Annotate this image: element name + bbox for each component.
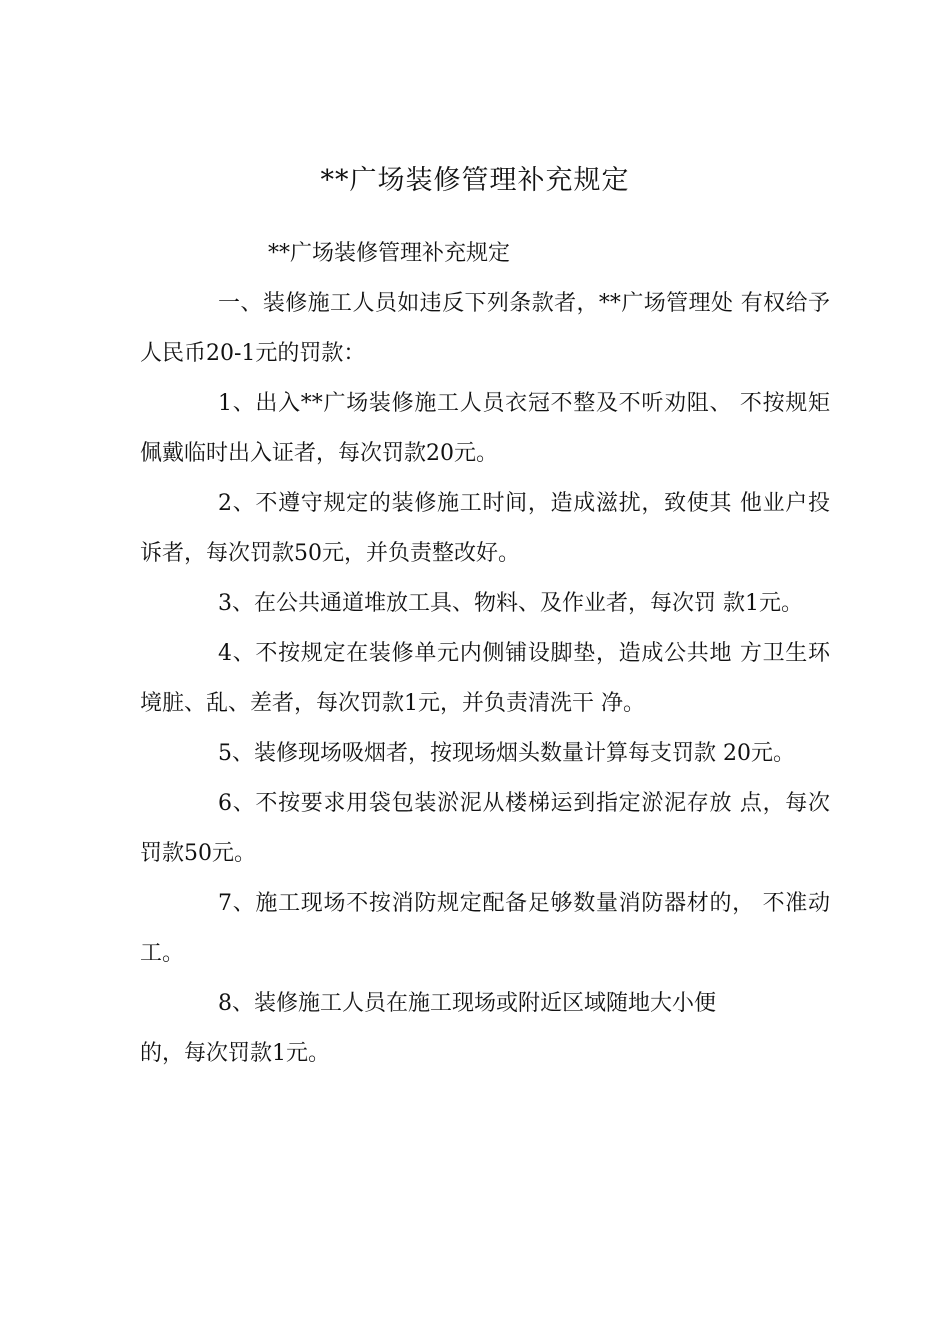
paragraph-item-3: 3、在公共通道堆放工具、物料、及作业者，每次罚 款1元。 [218,591,803,616]
paragraph-item-5: 5、装修现场吸烟者，按现场烟头数量计算每支罚款 20元。 [218,741,795,766]
paragraph-intro: 一、装修施工人员如违反下列条款者，**广场管理处 有权给予人民币20-1元的罚款： [140,291,830,366]
paragraph-item-8-line2: 的，每次罚款1元。 [140,1041,330,1066]
paragraph-item-7: 7、施工现场不按消防规定配备足够数量消防器材的， 不准动工。 [140,891,830,966]
paragraph-item-8-line1: 8、装修施工人员在施工现场或附近区域随地大小便 [218,991,716,1016]
document-body [140,279,830,1079]
document-title: **广场装修管理补充规定 [320,165,630,196]
paragraph-item-4: 4、不按规定在装修单元内侧铺设脚垫，造成公共地 方卫生环境脏、乱、差者，每次罚款1元，并负责清洗干 净。 [140,641,830,716]
paragraph-item-8 [140,979,830,1079]
paragraph-item-1: 1、出入**广场装修施工人员衣冠不整及不听劝阻、 不按规矩佩戴临时出入证者，每次罚款20元。 [140,391,830,466]
document-subtitle: **广场装修管理补充规定 [268,241,511,266]
paragraph-item-2: 2、不遵守规定的装修施工时间，造成滋扰，致使其 他业户投诉者，每次罚款50元，并负责整改好。 [140,491,830,566]
paragraph-item-6: 6、不按要求用袋包装淤泥从楼梯运到指定淤泥存放 点，每次罚款50元。 [140,791,830,866]
